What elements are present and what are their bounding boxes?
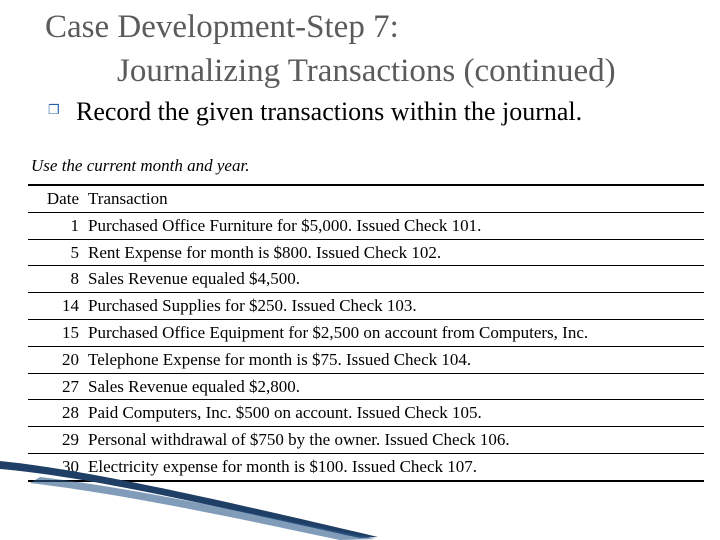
row-date: 28 [62, 403, 79, 423]
slide-title-line1: Case Development-Step 7: [45, 9, 399, 45]
table-body [28, 212, 704, 480]
transactions-table [28, 184, 704, 482]
row-transaction: Sales Revenue equaled $2,800. [88, 376, 300, 396]
row-transaction: Purchased Office Furniture for $5,000. Issued Check 101. [88, 215, 482, 235]
table-row [28, 239, 704, 266]
row-transaction: Personal withdrawal of $750 by the owner. Issued Check 106. [88, 430, 510, 450]
row-date: 29 [62, 430, 79, 450]
table-row [28, 346, 704, 373]
transaction-column-header: Transaction [88, 189, 168, 208]
table-header-row [28, 185, 704, 212]
date-column-header: Date [46, 189, 79, 208]
decorative-brush-stroke [0, 455, 380, 540]
row-date: 20 [62, 349, 79, 369]
table-row [28, 293, 704, 320]
table-row [28, 319, 704, 346]
row-transaction: Electricity expense for month is $100. Issued Check 107. [88, 456, 478, 476]
row-transaction: Sales Revenue equaled $4,500. [88, 269, 300, 289]
table-row [28, 373, 704, 400]
row-transaction: Rent Expense for month is $800. Issued Check 102. [88, 242, 442, 262]
row-date: 1 [70, 215, 79, 235]
row-date: 15 [62, 322, 79, 342]
row-date: 5 [70, 242, 79, 262]
row-date: 8 [70, 269, 79, 289]
row-date: 30 [62, 456, 79, 476]
instruction-text: Use the current month and year. [31, 156, 250, 175]
square-bullet-icon: ❒ [48, 102, 60, 117]
row-transaction: Paid Computers, Inc. $500 on account. Issued Check 105. [88, 403, 482, 423]
row-transaction: Purchased Office Equipment for $2,500 on account from Computers, Inc. [88, 322, 589, 342]
row-date: 27 [62, 376, 79, 396]
row-transaction: Purchased Supplies for $250. Issued Check 103. [88, 296, 417, 316]
slide-title-line2: Journalizing Transactions (continued) [117, 53, 616, 89]
table-row [28, 212, 704, 239]
table-row [28, 427, 704, 454]
row-transaction: Telephone Expense for month is $75. Issued Check 104. [88, 349, 472, 369]
row-date: 14 [62, 296, 79, 316]
table-row [28, 400, 704, 427]
table-row [28, 266, 704, 293]
bullet-text: Record the given transactions within the journal. [76, 97, 583, 126]
